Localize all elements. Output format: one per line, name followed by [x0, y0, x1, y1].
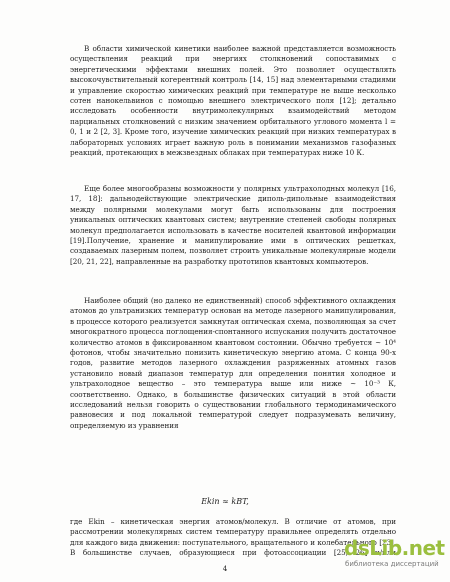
dslib-watermark[interactable] [344, 536, 444, 572]
paragraph-laser-cooling: Наиболее общий (но далеко не единственный) способ эффективного охлаждения атомов до ультранизких температур основан на методе лазерного манипулирования, в процессе которого реализуется замкнутая оптическая схема, позволяющая за счет многократного процесса поглощения-спонтанного испускания получить достаточное количество атомов в фиксированном квантовом состоянии. Обычно требуется ~ 10⁴ фотонов, чтобы значительно понизить кинетическую энергию атома. С конца 90-х годов, развитие методов лазерного охлаждения разряженных атомных газов установило новый диапазон температур для определения понятия холодное и ультрахолодное вещество – это температура выше или ниже ~ 10⁻³ К, соответственно. Однако, в большинстве физических ситуаций в этой области исследований нельзя говорить о существовании глобального термодинамического равновесия и под локальной температурой следует подразумевать величину, определяемую из уравнения [70, 296, 396, 430]
page-number: 4 [222, 564, 228, 573]
kinetic-energy-formula: Ekin ≈ kBT, [201, 497, 249, 506]
paragraph-chemical-kinetics: В области химической кинетики наиболее важной представляется возможность осуществления реакций при энергиях столкновений сопоставимых с энергетическими эффектами внешних полей. Это позволяет осуществлять высокочувствительный когерентный контроль [14, 15] над элементарными стадиями и управление скоростью химических реакций при температуре не выше несколько сотен нанокельвинов с помощью внешнего электрического поля [12]; детально исследовать особенности внутримолекулярных взаимодействий методом парциальных столкновений с низким значением орбитального углового момента l = 0, 1 и 2 [2, 3]. Кроме того, изучение химических реакций при низких температурах в лабораторных условиях играет важную роль в понимании механизмов газофазных реакций, протекающих в межзвездных облаках при температурах ниже 10 К. [70, 44, 396, 158]
paragraph-polar-molecules: Еще более многообразны возможности у полярных ультрахолодных молекул [16, 17, 18]: дальнодействующие электрические диполь-дипольные взаимодействия между полярными молекулами могут быть использованы для построения уникальных оптических квантовых систем; внутренние степеней свободы полярных молекул предполагается использовать в качестве носителей квантовой информации [19].Получение, хранение и манипулирование ими в оптических решетках, создаваемых лазерным полем, позволяет строить уникальные молекулярные модели [20, 21, 22], направленные на разработку прототипов квантовых компьютеров. [70, 184, 396, 266]
paragraph-molecular-temperature: где Ekin – кинетическая энергия атомов/молекул. В отличие от атомов, при рассмотрении молекулярных систем температуру правильнее определять отдельно для каждого вида движения: поступательного, вращательного и колебательного [23]. В большинстве случаев, образующиеся при фотоассоциации [25, 26] и/или [70, 517, 396, 558]
watermark-subtitle: библиотека диссертаций [345, 560, 439, 568]
dslib-logo: dsLib.net [344, 536, 445, 560]
